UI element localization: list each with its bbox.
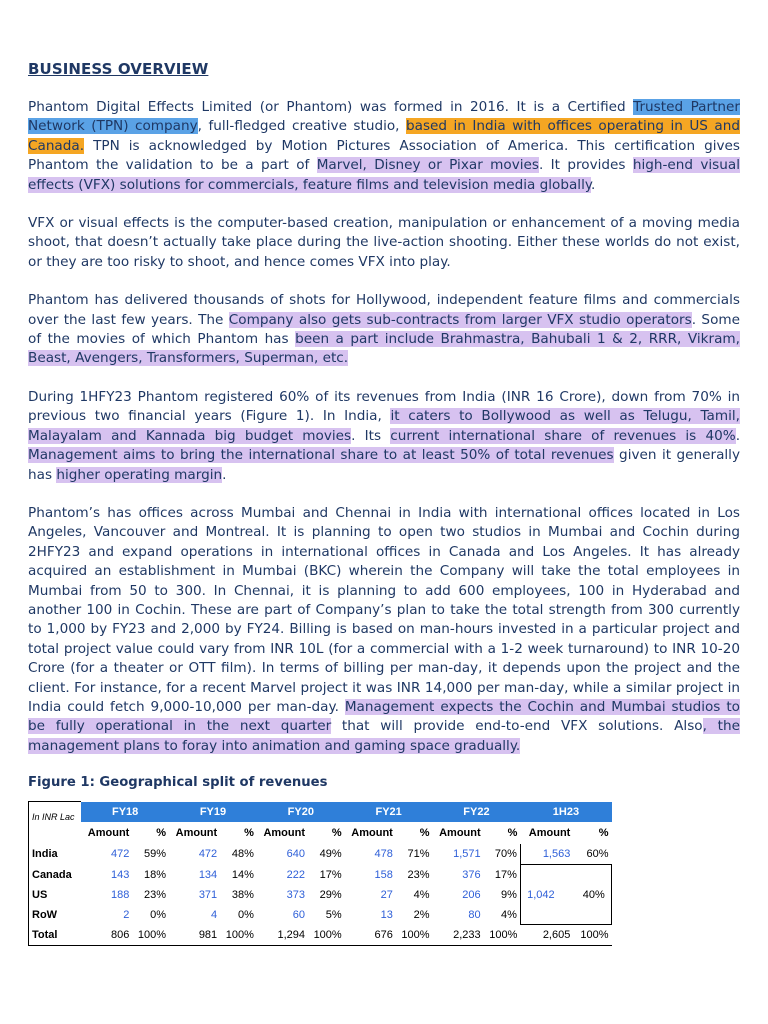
highlight-vfx-solutions: high-end visual effects (VFX) solutions for commercials, feature films and television media globally: [28, 157, 740, 193]
paragraph-vfx: VFX or visual effects is the computer-based creation, manipulation or enhancement of a moving media shoot, that doesn’t actually take place during the live-action shooting. Either these worlds do not exist, or they are too risky to shoot, and hence comes VFX into play.: [28, 215, 740, 270]
cell-amount: 806: [81, 925, 132, 946]
cell-amount: 222: [286, 868, 305, 881]
cell-pct: 48%: [231, 848, 254, 861]
year-header: FY21: [345, 802, 433, 823]
cell-pct: 17%: [319, 868, 342, 881]
cell-amount: 981: [169, 925, 220, 946]
highlight-animation: , the management plans to foray into animation and gaming space gradually.: [28, 718, 740, 754]
cell-pct: 100%: [308, 925, 345, 946]
col-pct-header: %: [244, 827, 254, 840]
cell-pct: 60%: [586, 848, 609, 861]
row-label: India: [29, 844, 82, 865]
row-label: Canada: [29, 865, 82, 885]
col-amount-header: Amount: [263, 827, 305, 840]
year-header: FY19: [169, 802, 257, 823]
cell-amount: 472: [110, 848, 130, 861]
text-run: that will provide end-to-end VFX solutions. Also: [331, 718, 703, 735]
row-label: Total: [29, 925, 82, 946]
cell-pct: 23%: [407, 868, 430, 881]
cell-amount: 4: [211, 908, 218, 921]
cell-pct: 38%: [231, 888, 254, 901]
international-merged-cell: [520, 865, 611, 925]
col-amount-header: Amount: [351, 827, 393, 840]
text-run: . Some of the movies of which Phantom has: [28, 311, 740, 348]
paragraph-revenues: [28, 388, 740, 485]
cell-amount: 376: [462, 868, 481, 881]
cell-pct: 100%: [573, 925, 611, 946]
col-amount-header: Amount: [87, 827, 130, 840]
cell-amount: 640: [286, 848, 305, 861]
year-header: 1H23: [520, 802, 611, 823]
col-amount-header: Amount: [528, 827, 571, 840]
col-pct-header: %: [598, 827, 609, 840]
cell-pct: 70%: [494, 848, 517, 861]
col-pct-header: %: [507, 827, 518, 840]
cell-pct: 100%: [132, 925, 169, 946]
cell-amount: 158: [374, 868, 393, 881]
column-header-row: [29, 822, 612, 844]
cell-amount: 1,294: [257, 925, 308, 946]
cell-pct: 0%: [150, 908, 167, 921]
intl-amount: 1,042: [527, 888, 555, 901]
table-row: [29, 844, 612, 865]
highlight-tpn: Trusted Partner Network (TPN) company: [28, 99, 740, 135]
highlight-margin: higher operating margin: [56, 466, 223, 483]
row-label: US: [29, 885, 82, 905]
cell-amount: 143: [110, 868, 130, 881]
text-run: . It provides: [538, 157, 633, 174]
highlight-subcontracts: Company also gets sub-contracts from larger VFX studio operators: [228, 311, 692, 328]
cell-amount: 188: [110, 888, 130, 901]
col-pct-header: %: [331, 827, 342, 840]
paragraph-offices: [28, 504, 740, 756]
cell-amount: 373: [286, 888, 305, 901]
highlight-studios: Marvel, Disney or Pixar movies: [316, 157, 539, 174]
unit-label: In INR Lac: [29, 802, 82, 823]
text-run: . Its: [351, 427, 391, 444]
cell-pct: 59%: [144, 848, 167, 861]
cell-pct: 100%: [220, 925, 257, 946]
cell-pct: 23%: [144, 888, 167, 901]
text-run: , full-fledged creative studio,: [197, 118, 406, 135]
cell-pct: 14%: [231, 868, 254, 881]
page-title: BUSINESS OVERVIEW: [28, 60, 209, 78]
cell-amount: 2: [123, 908, 130, 921]
cell-amount: 472: [198, 848, 218, 861]
cell-pct: 0%: [237, 908, 254, 921]
highlight-studios-operational: Management expects the Cochin and Mumbai studios to be fully operational in the next quarter: [28, 698, 740, 735]
year-header: FY20: [257, 802, 345, 823]
text-run: During 1HFY23 Phantom registered 60% of its revenues from India (INR 16 Crore), down from 70% in previous two financial years (Figure 1). In India,: [28, 388, 740, 425]
cell-pct: 100%: [484, 925, 521, 946]
cell-pct: 49%: [319, 848, 342, 861]
cell-pct: 29%: [319, 888, 342, 901]
document: [28, 60, 740, 946]
text-run: Phantom has delivered thousands of shots for Hollywood, independent feature films and commercials over the last few years. The: [28, 292, 740, 328]
cell-amount: 60: [292, 908, 305, 921]
highlight-bollywood: it caters to Bollywood as well as Telugu, Tamil, Malayalam and Kannada big budget movies: [28, 408, 740, 444]
year-header: FY22: [433, 802, 521, 823]
cell-pct: 5%: [325, 908, 342, 921]
col-pct-header: %: [419, 827, 430, 840]
cell-pct: 17%: [494, 868, 517, 881]
cell-amount: 1,563: [520, 844, 573, 865]
cell-amount: 13: [380, 908, 393, 921]
cell-amount: 2,605: [520, 925, 573, 946]
cell-amount: 27: [380, 888, 393, 901]
cell-amount: 80: [468, 908, 481, 921]
highlight-intl-share: current international share of revenues is 40%: [390, 427, 736, 444]
cell-amount: 206: [462, 888, 481, 901]
cell-amount: 1,571: [453, 848, 481, 861]
highlight-movies: been a part include Brahmastra, Bahubali 1 & 2, RRR, Vikram, Beast, Avengers, Transformers, Superman, etc.: [28, 331, 740, 367]
col-amount-header: Amount: [439, 827, 481, 840]
paragraph-intro: [28, 98, 740, 195]
cell-pct: 4%: [500, 908, 517, 921]
table-row: [29, 865, 612, 885]
highlight-mgmt-aims: Management aims to bring the international share to at least 50% of total revenues: [28, 447, 614, 464]
text-run: TPN is acknowledged by Motion Pictures Association of America. This certification gives Phantom the validation to be a part of: [28, 137, 740, 174]
total-row: [29, 925, 612, 946]
cell-pct: 18%: [144, 868, 167, 881]
cell-amount: 676: [345, 925, 396, 946]
revenue-table: [28, 801, 612, 946]
paragraph-shots: [28, 291, 740, 369]
year-header-row: [29, 802, 612, 823]
year-header: FY18: [81, 802, 169, 823]
cell-pct: 9%: [500, 888, 517, 901]
cell-amount: 371: [198, 888, 218, 901]
cell-pct: 2%: [413, 908, 430, 921]
cell-pct: 100%: [396, 925, 433, 946]
cell-amount: 134: [198, 868, 218, 881]
col-amount-header: Amount: [175, 827, 218, 840]
intl-pct: 40%: [582, 888, 605, 901]
figure-title: Figure 1: Geographical split of revenues: [28, 775, 328, 791]
text-run: .: [222, 466, 227, 483]
col-pct-header: %: [156, 827, 167, 840]
cell-pct: 71%: [407, 848, 430, 861]
row-label-header: [29, 822, 82, 844]
text-run: given it generally has: [28, 447, 740, 483]
text-run: Phantom Digital Effects Limited (or Phantom) was formed in 2016. It is a Certified: [28, 99, 634, 115]
text-run: Phantom’s has offices across Mumbai and Chennai in India with international offices located in Los Angeles, Vancouver and Montreal. It is planning to open two studios in Mumbai and Cochin during 2HFY23 and expand operations in international offices in Canada and Los Angeles. It has already acquired an establishment in Mumbai (BKC) wherein the Company will take the total employees in Mumbai from 50 to 300. In Chennai, it is planning to add 600 employees, 100 in Hyderabad and another 100 in Cochin. These are part of Company’s plan to take the total strength from 300 currently to 1,000 by FY23 and 2,000 by FY24. Billing is based on man-hours invested in a particular project and total project value could vary from INR 10L (for a commercial with a 1-2 week turnaround) to INR 10-20 Crore (for a theater or OTT film). In terms of billing per man-day, it depends upon the project and the client. For instance, for a recent Marvel project it was INR 14,000 per man-day, while a similar project in India could fetch 9,000-10,000 per man-day.: [28, 504, 740, 715]
text-run: .: [590, 176, 596, 193]
highlight-offices: based in India with offices operating in US and Canada.: [28, 118, 740, 154]
cell-pct: 4%: [413, 888, 430, 901]
row-label: RoW: [29, 905, 82, 925]
text-run: .: [735, 427, 741, 444]
cell-amount: 2,233: [433, 925, 484, 946]
cell-amount: 478: [374, 848, 393, 861]
